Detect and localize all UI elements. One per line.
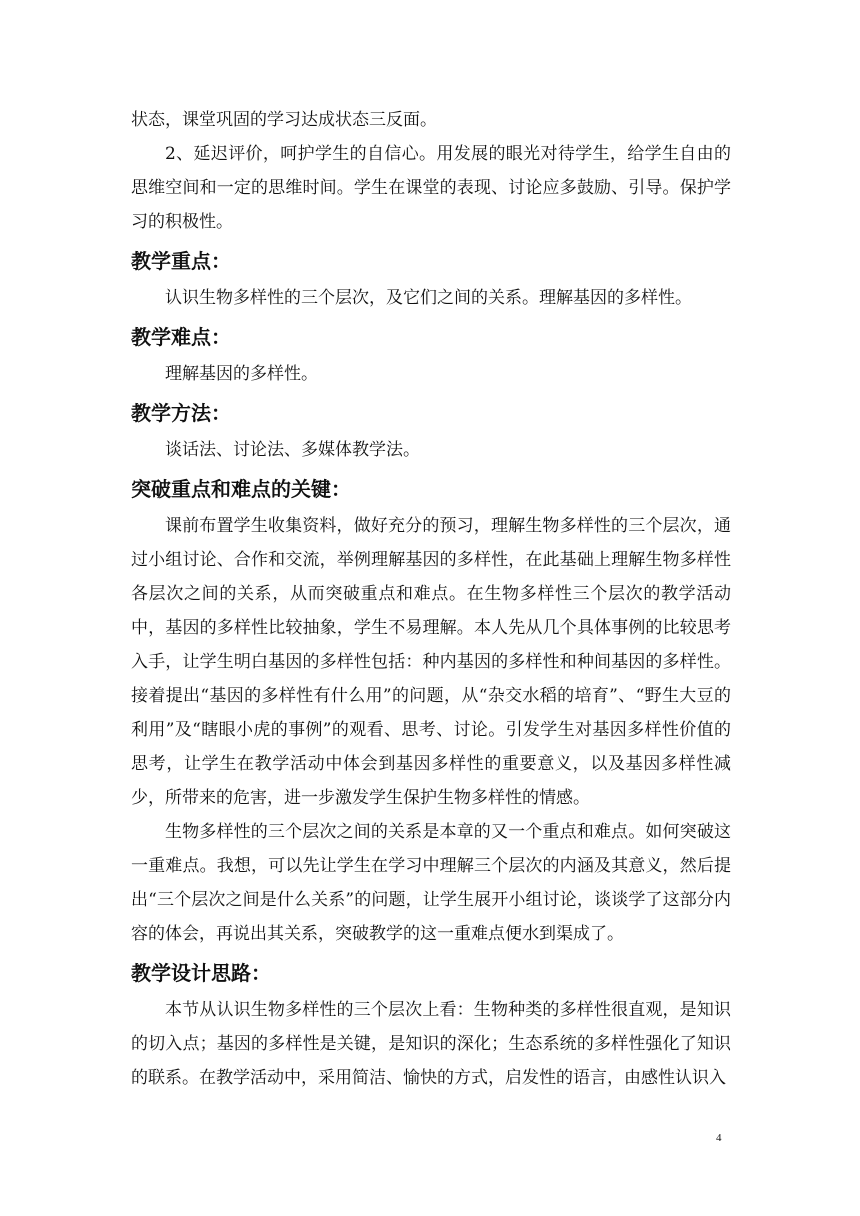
paragraph-design-approach: 本节从认识生物多样性的三个层次上看：生物种类的多样性很直观，是知识的切入点；基因的多样性是关键，是知识的深化；生态系统的多样性强化了知识的联系。在教学活动中，采用简洁、愉快的方式，启发性的语言，由感性认识入 bbox=[131, 1000, 731, 1088]
heading-design-approach: 教学设计思路： bbox=[131, 961, 271, 985]
paragraph-breakthrough-2: 生物多样性的三个层次之间的关系是本章的又一个重点和难点。如何突破这一重难点。我想，可以先让学生在学习中理解三个层次的内涵及其意义，然后提出“三个层次之间是什么关系”的问题，让学生展开小组讨论，谈谈学了这部分内容的体会，再说出其关系，突破教学的这一重难点便水到渠成了。 bbox=[131, 822, 731, 944]
paragraph-delayed-evaluation: 2、延迟评价，呵护学生的自信心。用发展的眼光对待学生，给学生自由的思维空间和一定的思维时间。学生在课堂的表现、讨论应多鼓励、引导。保护学习的积极性。 bbox=[131, 144, 731, 232]
page-content bbox=[131, 103, 731, 1095]
paragraph-teaching-methods: 谈话法、讨论法、多媒体教学法。 bbox=[165, 440, 420, 460]
paragraph-continuation: 状态，课堂巩固的学习达成状态三反面。 bbox=[131, 110, 437, 130]
paragraph-breakthrough-1: 课前布置学生收集资料，做好充分的预习，理解生物多样性的三个层次，通过小组讨论、合作和交流，举例理解基因的多样性，在此基础上理解生物多样性各层次之间的关系，从而突破重点和难点。在生物多样性三个层次的教学活动中，基因的多样性比较抽象，学生不易理解。本人先从几个具体事例的比较思考入手，让学生明白基因的多样性包括：种内基因的多样性和种间基因的多样性。接着提出“基因的多样性有什么用”的问题，从“杂交水稻的培育”、“野生大豆的利用”及“瞎眼小虎的事例”的观看、思考、讨论。引发学生对基因多样性价值的思考，让学生在教学活动中体会到基因多样性的重要意义，以及基因多样性减少，所带来的危害，进一步激发学生保护生物多样性的情感。 bbox=[131, 516, 731, 808]
paragraph-teaching-key-points: 认识生物多样性的三个层次，及它们之间的关系。理解基因的多样性。 bbox=[165, 288, 692, 308]
heading-teaching-methods: 教学方法： bbox=[131, 401, 231, 425]
heading-teaching-difficulties: 教学难点： bbox=[131, 325, 231, 349]
page-number: 4 bbox=[716, 1132, 722, 1144]
heading-breakthrough-key: 突破重点和难点的关键： bbox=[131, 477, 351, 501]
paragraph-teaching-difficulties: 理解基因的多样性。 bbox=[165, 364, 318, 384]
heading-teaching-key-points: 教学重点： bbox=[131, 249, 231, 273]
